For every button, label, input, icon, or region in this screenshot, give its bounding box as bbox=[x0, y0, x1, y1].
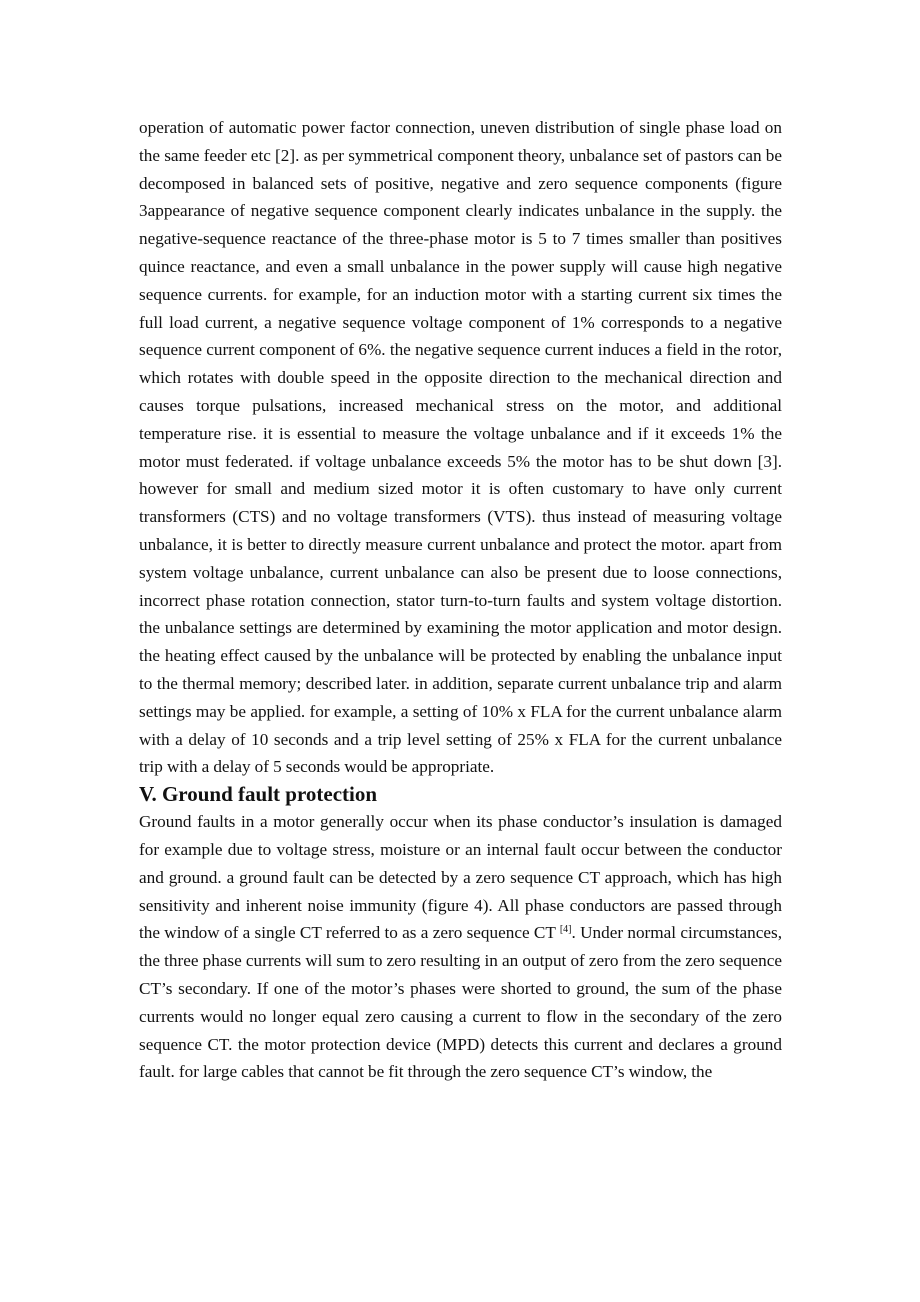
page-content bbox=[139, 114, 782, 1086]
section-heading-ground-fault: V. Ground fault protection bbox=[139, 782, 378, 807]
paragraph-text-part-2: . Under normal circumstances, the three phase currents will sum to zero resulting in an output of zero from the zero sequence CT’s secondary. If one of the motor’s phases were shorted to ground, the sum of the phase currents would no longer equal zero causing a current to flow in the secondary of the zero sequence CT. the motor protection device (MPD) detects this current and declares a ground fault. for large cables that cannot be fit through the zero sequence CT’s window, the bbox=[139, 923, 782, 1082]
citation-reference: [4] bbox=[559, 924, 572, 936]
body-paragraph-unbalance: operation of automatic power factor connection, uneven distribution of single phase load on the same feeder etc [2]. as per symmetrical component theory, unbalance set of pastors can be decomposed in balanced sets of positive, negative and zero sequence components (figure 3appearance of negative sequence component clearly indicates unbalance in the supply. the negative-sequence reactance of the three-phase motor is 5 to 7 times smaller than positives quince reactance, and even a small unbalance in the power supply will cause high negative sequence currents. for example, for an induction motor with a starting current six times the full load current, a negative sequence voltage component of 1% corresponds to a negative sequence current component of 6%. the negative sequence current induces a field in the rotor, which rotates with double speed in the opposite direction to the mechanical direction and causes torque pulsations, increased mechanical stress on the motor, and additional temperature rise. it is essential to measure the voltage unbalance and if it exceeds 1% the motor must federated. if voltage unbalance exceeds 5% the motor has to be shut down [3]. however for small and medium sized motor it is often customary to have only current transformers (CTS) and no voltage transformers (VTS). thus instead of measuring voltage unbalance, it is better to directly measure current unbalance and protect the motor. apart from system voltage unbalance, current unbalance can also be present due to loose connections, incorrect phase rotation connection, stator turn-to-turn faults and system voltage distortion. the unbalance settings are determined by examining the motor application and motor design. the heating effect caused by the unbalance will be protected by enabling the unbalance input to the thermal memory; described later. in addition, separate current unbalance trip and alarm settings may be applied. for example, a setting of 10% x FLA for the current unbalance alarm with a delay of 10 seconds and a trip level setting of 25% x FLA for the current unbalance trip with a delay of 5 seconds would be appropriate. bbox=[139, 118, 782, 777]
paragraph-text-part-1: Ground faults in a motor generally occur when its phase conductor’s insulation is damaged for example due to voltage stress, moisture or an internal fault occur between the conductor and ground. a ground fault can be detected by a zero sequence CT approach, which has high sensitivity and inherent noise immunity (figure 4). All phase conductors are passed through the window of a single CT referred to as a zero sequence CT bbox=[139, 812, 782, 943]
body-paragraph-ground-fault bbox=[139, 808, 782, 1086]
